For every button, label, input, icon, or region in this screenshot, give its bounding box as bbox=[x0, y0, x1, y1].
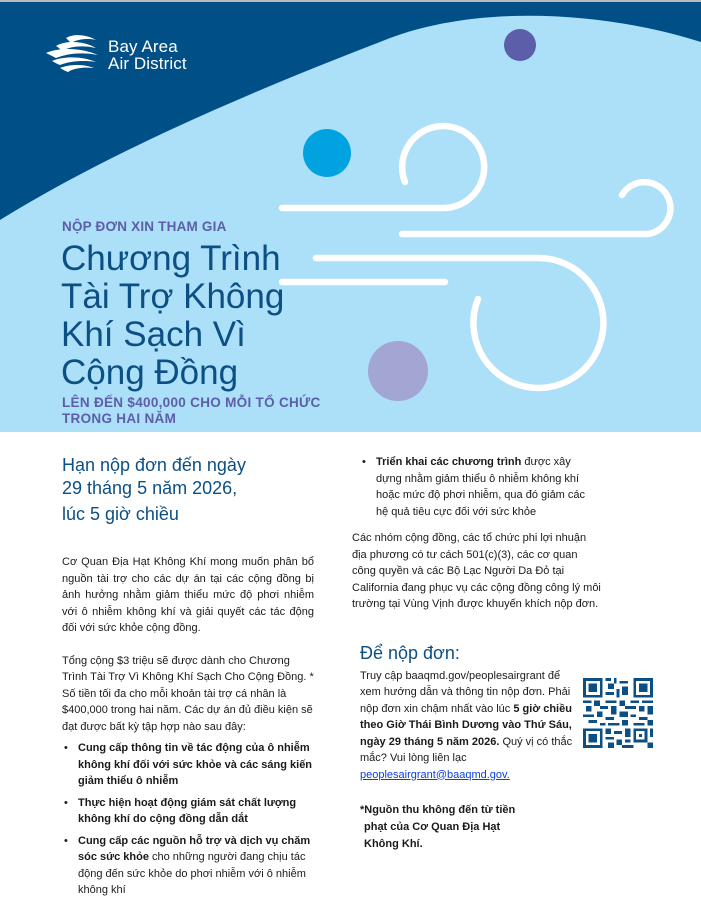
purple-dot-icon bbox=[504, 29, 536, 61]
list-item: • Cung cấp thông tin về tác động của ô nhiễm không khí đối với sức khỏe và các sáng kiến giảm thiểu ô nhiễm bbox=[62, 740, 314, 790]
logo-text-line2: Air District bbox=[108, 54, 187, 73]
lavender-dot-icon bbox=[368, 341, 428, 401]
deadline-line: lúc 5 giờ chiều bbox=[62, 504, 179, 524]
logo-text-line1: Bay Area bbox=[108, 37, 178, 56]
footnote: *Nguồn thu không đến từ tiền phạt của Cơ Quan Địa Hạt Không Khí. bbox=[360, 804, 516, 850]
title-line: Cộng Đồng bbox=[61, 353, 239, 392]
list-item: • Triển khai các chương trình được xây dựng nhằm giảm thiểu ô nhiễm không khí hoặc mức độ phơi nhiễm, qua đó giảm các hệ quả tiêu cực đối với sức khỏe bbox=[360, 454, 592, 520]
eligibility-paragraph: Các nhóm cộng đồng, các tổ chức phi lợi nhuận địa phương có tư cách 501(c)(3), các cơ quan công quyền và các Bộ Lạc Người Da Đỏ tại California đang phục vụ các cộng đồng công lý môi trường tại Vùng Vịnh được khuyến khích nộp đơn. bbox=[352, 532, 601, 610]
eligible-activities-list-continued bbox=[360, 454, 592, 520]
apply-instructions: Truy cập baaqmd.gov/peoplesairgrant để xem hướng dẫn và thông tin nộp đơn. Phải nộp đơn xin chậm nhất vào lúc 5 giờ chiều theo Giờ Thái Bình Dương vào Thứ Sáu, ngày 29 tháng 5 năm 2026. Quý vị có thắc mắc? Vui lòng liên lạc peoplesairgrant@baaqmd.gov. bbox=[360, 669, 573, 781]
qr-code-icon[interactable] bbox=[583, 678, 653, 748]
deadline-heading bbox=[62, 454, 314, 526]
subtitle-award-amount: LÊN ĐẾN $400,000 CHO MỖI TỔ CHỨC TRONG HAI NĂM bbox=[62, 395, 321, 426]
contact-email-link[interactable]: peoplesairgrant@baaqmd.gov. bbox=[360, 768, 510, 781]
deadline-line: 29 tháng 5 năm 2026, bbox=[62, 478, 238, 498]
apply-heading: Để nộp đơn: bbox=[360, 642, 460, 663]
bay-area-air-district-logo bbox=[44, 34, 187, 76]
apply-section bbox=[352, 643, 592, 784]
list-item: • Thực hiện hoạt động giám sát chất lượng không khí do cộng đồng dẫn dắt bbox=[62, 795, 314, 828]
wave-icon bbox=[44, 34, 102, 76]
title-line: Tài Trợ Không bbox=[61, 277, 285, 316]
title-line: Khí Sạch Vì bbox=[61, 315, 246, 354]
cyan-dot-icon bbox=[303, 129, 351, 177]
kicker-label: NỘP ĐƠN XIN THAM GIA bbox=[62, 219, 227, 234]
deadline-line: Hạn nộp đơn đến ngày bbox=[62, 455, 246, 475]
page-title bbox=[61, 240, 361, 392]
title-line: Chương Trình bbox=[61, 239, 281, 278]
left-column bbox=[62, 454, 314, 904]
funding-paragraph: Tổng cộng $3 triệu sẽ được dành cho Chương Trình Tài Trợ Vì Không Khí Sạch Cho Cộng Đồng. * Số tiền tối đa cho mỗi khoản tài trợ cá nhân là $400,000 trong hai năm. Các dự án đủ điều kiện sẽ đạt được bất kỳ tập hợp nào sau đây: bbox=[62, 654, 314, 733]
eligible-activities-list bbox=[62, 740, 314, 899]
intro-paragraph: Cơ Quan Địa Hạt Không Khí mong muốn phân bổ nguồn tài trợ cho các dự án tại các cộng đồng bị ảnh hưởng nhằm giảm thiểu mức độ phơi nhiễm với ô nhiễm không khí và giải quyết các tác động đối với sức khỏe cộng đồng. bbox=[62, 556, 314, 634]
right-column bbox=[352, 454, 601, 783]
list-item: • Cung cấp các nguồn hỗ trợ và dịch vụ chăm sóc sức khỏe cho những người đang chịu tác động đến sức khỏe do phơi nhiễm với ô nhiễm không khí bbox=[62, 833, 314, 899]
